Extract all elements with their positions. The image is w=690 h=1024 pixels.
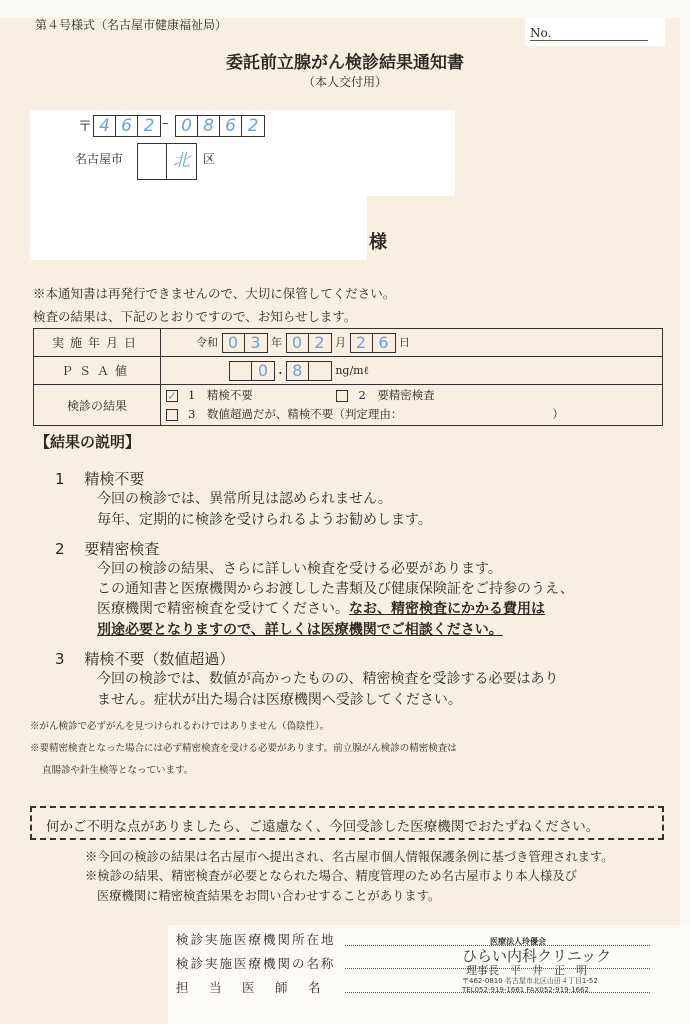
- footnote: 直腸診や針生検等となっています。: [42, 765, 194, 776]
- postal-dash: –: [162, 116, 169, 131]
- page-title: 委託前立腺がん検診結果通知書: [226, 53, 464, 73]
- num: 1: [55, 470, 65, 488]
- result-options: [161, 385, 663, 426]
- explanation-line: 今回の検診の結果、さらに詳しい検査を受ける必要があります。: [97, 561, 502, 577]
- option-num: 2: [358, 388, 366, 402]
- postal-mark: 〒: [78, 119, 92, 135]
- result-table: [33, 328, 663, 426]
- result-label: 検診の結果: [34, 385, 161, 426]
- digit: [230, 362, 252, 380]
- digit: 0: [223, 334, 245, 352]
- close-paren: ）: [552, 407, 564, 421]
- title: 要精密検査: [84, 540, 160, 558]
- cost-note: なお、精密検査にかかる費用は: [349, 601, 545, 617]
- digit: 2: [314, 332, 325, 352]
- explanation-2-title: [55, 538, 159, 559]
- psa-value: [161, 357, 663, 385]
- digit: 8: [198, 116, 220, 136]
- decimal-point: .: [278, 363, 283, 377]
- digit: 0: [257, 360, 269, 380]
- era: 令和: [196, 335, 218, 349]
- digit: 6: [378, 332, 389, 352]
- stamp-clinic-name: ひらい内科クリニック: [462, 947, 612, 965]
- day-unit: 日: [399, 335, 410, 349]
- institution-address-label: 検診実施医療機関所在地: [176, 932, 336, 947]
- name-area: [30, 196, 367, 260]
- privacy-note: 医療機関に精密検査結果をお問い合わせすることがあります。: [97, 889, 441, 903]
- stamp-phone: TEL052-919-1661 FAX052-919-1662: [462, 986, 589, 994]
- explanation-line: 今回の検診では、数値が高かったものの、精密検査を受診する必要はあり: [97, 671, 559, 687]
- psa-dec-boxes: [286, 361, 332, 381]
- city-label: 名古屋市: [75, 152, 124, 166]
- explanation-line: 毎年、定期的に検診を受けられるようお勧めします。: [97, 512, 432, 528]
- title: 精検不要: [84, 470, 145, 488]
- num: 2: [55, 540, 65, 558]
- date-value: [161, 329, 663, 357]
- option-num: 1: [188, 388, 196, 402]
- checkbox-option-3[interactable]: [166, 409, 178, 421]
- checkbox-option-1[interactable]: [166, 390, 178, 402]
- contact-message: 何かご不明な点がありましたら、ご遠慮なく、今回受診した医療機関でおたずねください。: [46, 819, 600, 835]
- ward-box: 北: [173, 151, 190, 171]
- intro: 検査の結果は、下記のとおりですので、お知らせします。: [33, 309, 357, 324]
- date-label: 実施年月日: [34, 329, 161, 357]
- postal-code-first: [93, 115, 161, 137]
- psa-label: ＰＳＡ値: [34, 357, 161, 385]
- option-text: 数値超過だが、精検不要（判定理由：: [206, 407, 403, 421]
- digit: 2: [143, 116, 155, 136]
- explanation-1-title: [55, 468, 144, 489]
- day-boxes: [350, 333, 396, 353]
- privacy-note: ※検診の結果、精密検査が必要となられた場合、精度管理のため名古屋市より本人様及び: [85, 869, 577, 883]
- text: 医療機関で精密検査を受けてください。: [97, 601, 349, 617]
- explanation-line: 今回の検診では、異常所見は認められません。: [97, 491, 392, 507]
- num: 3: [55, 650, 65, 668]
- digit: 0: [176, 116, 198, 136]
- form-label: 第４号様式（名古屋市健康福祉局）: [35, 18, 228, 32]
- subtitle: （本人交付用）: [302, 75, 387, 89]
- digit: 3: [250, 332, 261, 352]
- digit: 0: [287, 334, 309, 352]
- digit: 8: [287, 362, 309, 380]
- table-row: [34, 329, 663, 357]
- postal-code-second: [175, 115, 265, 137]
- explanation-line: [97, 598, 545, 618]
- month-unit: 月: [335, 335, 346, 349]
- ward-suffix: 区: [203, 152, 216, 166]
- year-boxes: [222, 333, 268, 353]
- footnote: ※要精密検査となった場合には必ず精密検査を受ける必要があります。前立腺がん検診の精密検査は: [30, 743, 457, 754]
- table-row: [34, 357, 663, 385]
- psa-int-boxes: [229, 361, 275, 381]
- explanation-line: ません。症状が出た場合は医療機関へ受診してください。: [97, 692, 462, 708]
- scan-margin-right: [680, 0, 690, 1024]
- option-text: 精検不要: [206, 388, 253, 402]
- digit: [309, 362, 331, 380]
- option-num: 3: [188, 407, 196, 421]
- stamp-corporation: 医療法人玲優会: [490, 937, 546, 946]
- table-row: [34, 385, 663, 426]
- number-label: No.: [530, 26, 648, 41]
- institution-name-label: 検診実施医療機関の名称: [176, 956, 336, 971]
- redacted: [232, 140, 402, 174]
- digit: 6: [220, 116, 242, 136]
- checkbox-option-2[interactable]: [336, 390, 348, 402]
- option-text: 要精密検査: [377, 388, 435, 402]
- digit: 6: [116, 116, 138, 136]
- notice: ※本通知書は再発行できませんので、大切に保管してください。: [33, 286, 396, 301]
- stamp-director: 理事長 平 井 正 明: [466, 964, 587, 977]
- psa-unit: ng/mℓ: [335, 363, 369, 377]
- explanation-heading: 【結果の説明】: [35, 433, 141, 451]
- ward-box: [138, 144, 167, 179]
- digit: 2: [247, 116, 259, 136]
- year-unit: 年: [271, 335, 282, 349]
- title: 精検不要（数値超過）: [84, 650, 235, 668]
- ward-boxes: [137, 143, 197, 180]
- digit: 4: [94, 116, 116, 136]
- digit: 2: [351, 334, 373, 352]
- honorific: 様: [369, 232, 387, 253]
- cost-note: 別途必要となりますので、詳しくは医療機関でご相談ください。: [97, 622, 503, 638]
- explanation-3-title: [55, 648, 234, 669]
- stamp-address: 〒462-0810 名古屋市北区山田４丁目1-52: [462, 977, 598, 985]
- doctor-label: 担 当 医 師 名: [176, 980, 325, 995]
- month-boxes: [286, 333, 332, 353]
- privacy-note: ※今回の検診の結果は名古屋市へ提出され、名古屋市個人情報保護条例に基づき管理されます。: [85, 850, 614, 864]
- explanation-line: この通知書と医療機関からお渡しした書類及び健康保険証をご持参のうえ、: [97, 581, 574, 597]
- footnote: ※がん検診で必ずがんを見つけられるわけではありません（偽陰性）。: [30, 721, 330, 732]
